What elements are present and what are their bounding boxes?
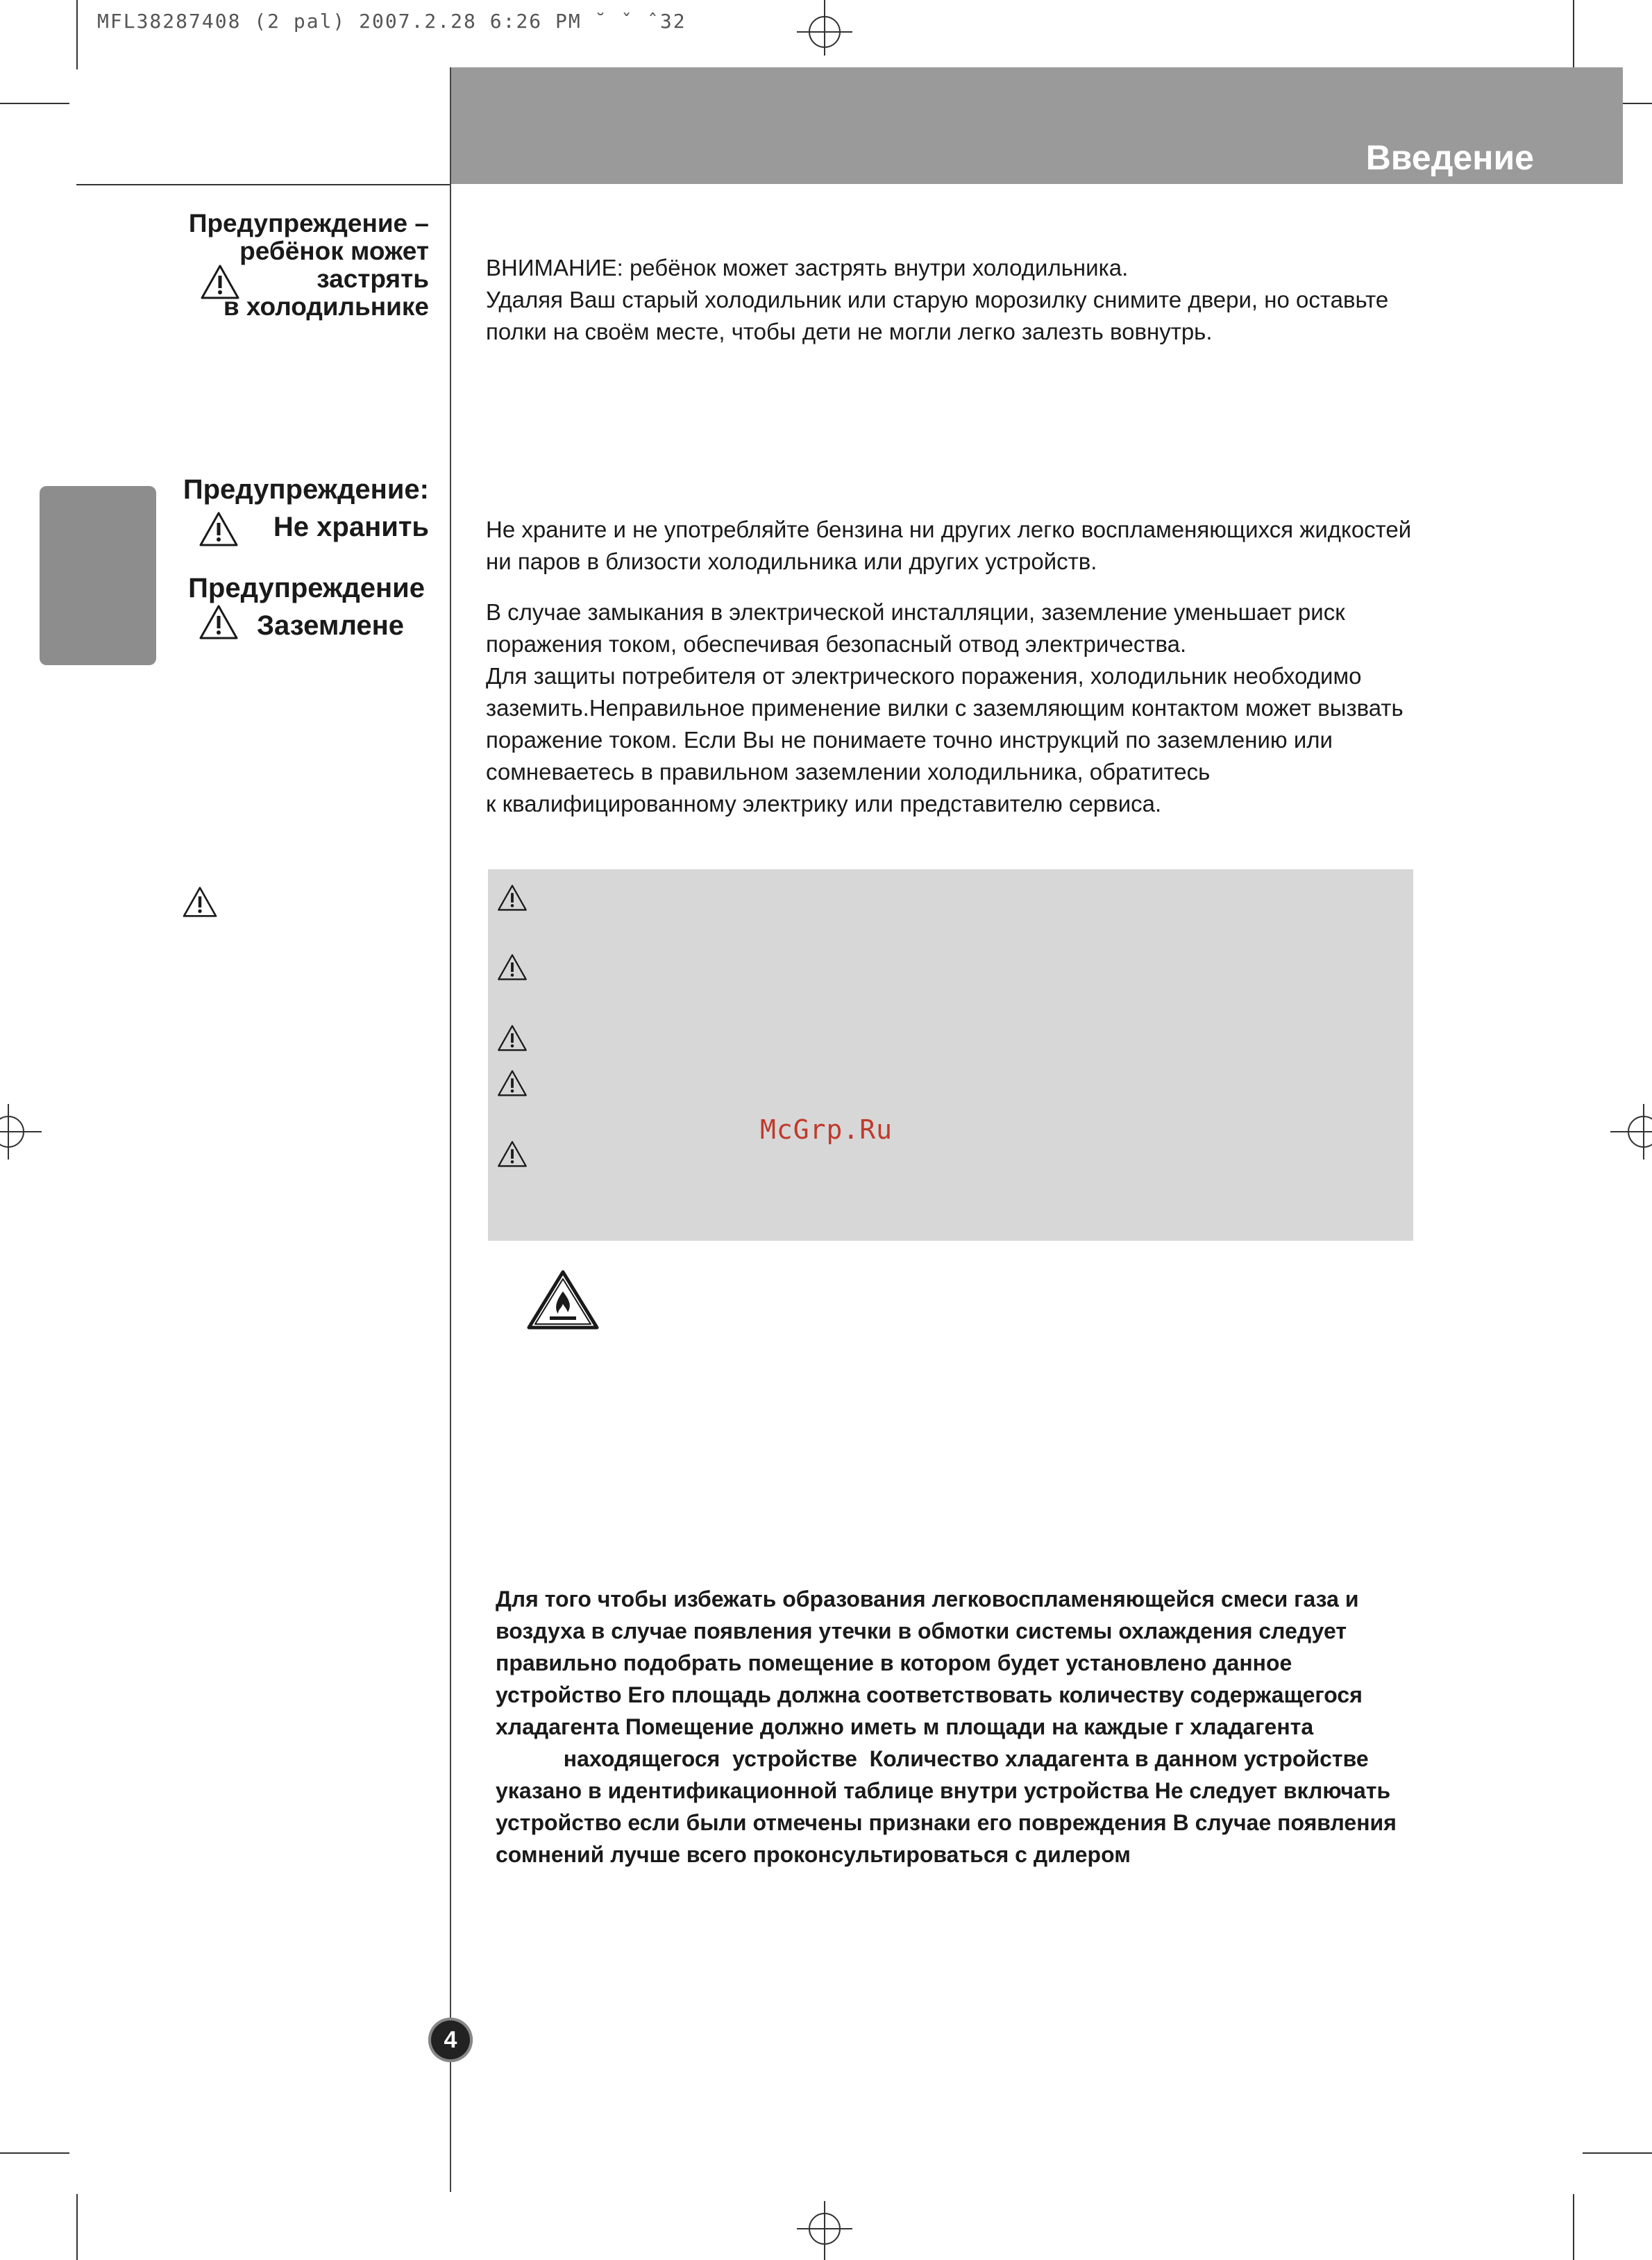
- ground-heading: [139, 569, 425, 644]
- text-line: Для защиты потребителя от электрического поражения, холодильник необходимо: [486, 663, 1362, 689]
- warning-triangle-icon: [199, 604, 239, 640]
- heading-line: Не хранить: [273, 512, 429, 542]
- text-line: к квалифицированному электрику или представителю сервиса.: [486, 791, 1162, 817]
- child-warning-heading: [139, 210, 429, 321]
- text-line: Удаляя Ваш старый холодильник или старую морозилку снимите двери, но оставьте: [486, 287, 1389, 312]
- column-divider: [450, 67, 451, 2192]
- text-line: Для того чтобы избежать образования легковоспламеняющейся смеси газа и: [496, 1587, 1359, 1612]
- heading-line: Заземлене: [257, 610, 404, 641]
- heading-line: ребёнок может: [239, 237, 429, 265]
- text-line: сомнений лучше всего проконсультироваться с дилером: [496, 1842, 1131, 1867]
- warning-box: [488, 869, 1413, 1241]
- page-number: 4: [428, 2018, 473, 2062]
- text-line: В случае замыкания в электрической инсталляции, заземление уменьшает риск: [486, 599, 1345, 625]
- no-store-text: [486, 514, 1411, 578]
- child-warning-text: [486, 252, 1388, 348]
- section-title: Введение: [1365, 138, 1534, 177]
- warning-triangle-icon: [497, 1140, 528, 1168]
- crop-mark-icon: [0, 1104, 42, 1160]
- text-line: поражение током. Если Вы не понимаете точно инструкций по заземлению или: [486, 727, 1333, 753]
- text-line: сомневаетесь в правильном заземлении холодильника, обратитесь: [486, 759, 1211, 785]
- warning-triangle-icon: [200, 264, 240, 300]
- refrigerant-warning-text: [496, 1583, 1397, 1870]
- text-line: полки на своём месте, чтобы дети не могли легко залезть вовнутрь.: [486, 319, 1213, 344]
- flammable-warning-icon: [526, 1269, 600, 1330]
- warning-triangle-icon: [497, 1024, 528, 1052]
- text-line: заземить.Неправильное применение вилки с заземляющим контактом может вызвать: [486, 695, 1404, 721]
- text-line: поражения током, обеспечивая безопасный отвод электричества.: [486, 631, 1187, 657]
- text-line: указано в идентификационной таблице внутри устройства Не следует включать: [496, 1778, 1391, 1803]
- text-line: находящегося устройстве Количество хладагента в данном устройстве: [496, 1746, 1369, 1771]
- warning-triangle-icon: [199, 511, 239, 547]
- text-line: ВНИМАНИЕ: ребёнок может застрять внутри холодильника.: [486, 255, 1129, 281]
- warning-triangle-icon: [497, 884, 528, 912]
- text-line: ни паров в близости холодильника или других устройств.: [486, 549, 1097, 574]
- crop-mark-icon: [797, 2201, 852, 2260]
- warning-triangle-icon: [497, 953, 528, 981]
- text-line: Не храните и не употребляйте бензина ни других легко воспламеняющихся жидкостей: [486, 517, 1412, 542]
- warning-triangle-icon: [182, 886, 218, 918]
- print-header: MFL38287408 (2 pal) 2007.2.28 6:26 PM ˘ ˇ ˆ32: [97, 10, 686, 33]
- heading-line: застрять: [317, 265, 429, 293]
- crop-mark-icon: [1610, 1104, 1652, 1160]
- watermark: McGrp.Ru: [760, 1114, 893, 1145]
- text-line: хладагента Помещение должно иметь м площади на каждые г хладагента: [496, 1714, 1314, 1739]
- heading-line: Предупреждение –: [188, 209, 429, 237]
- text-line: устройство Его площадь должна соответствовать количеству содержащегося: [496, 1682, 1363, 1707]
- text-line: устройство если были отмечены признаки его повреждения В случае появления: [496, 1810, 1397, 1835]
- text-line: правильно подобрать помещение в котором будет установлено данное: [496, 1650, 1292, 1675]
- heading-line: Предупреждение: [188, 573, 425, 603]
- heading-line: в холодильнике: [223, 292, 429, 321]
- crop-mark-icon: [797, 0, 852, 56]
- heading-line: Предупреждение:: [183, 474, 429, 505]
- text-line: воздуха в случае появления утечки в обмотки системы охлаждения следует: [496, 1618, 1347, 1643]
- warning-triangle-icon: [497, 1069, 528, 1097]
- ground-text: [486, 596, 1404, 820]
- no-store-heading: [139, 471, 429, 546]
- divider: [76, 184, 451, 185]
